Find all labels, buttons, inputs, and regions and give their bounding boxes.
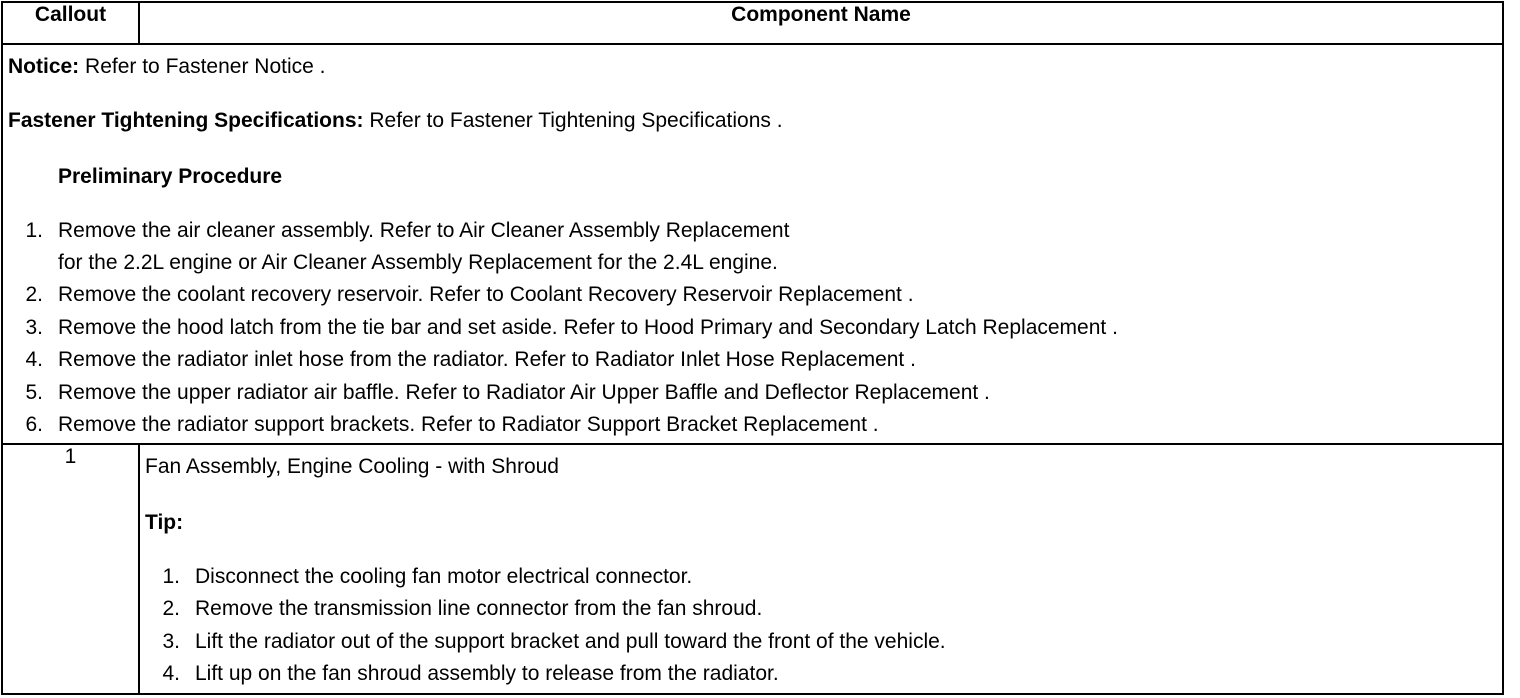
prelim-step-2-text: Remove the coolant recovery reservoir. Refer to Coolant Recovery Reservoir Replacement . bbox=[58, 283, 914, 306]
prelim-step-1-text: Remove the air cleaner assembly. Refer to Air Cleaner Assembly Replacement bbox=[58, 219, 790, 242]
component-table bbox=[1, 1, 1504, 695]
component-name: Fan Assembly, Engine Cooling - with Shroud bbox=[145, 455, 559, 478]
callout-number: 1 bbox=[2, 444, 139, 694]
tip-step-4-text: Lift up on the fan shroud assembly to release from the radiator. bbox=[195, 662, 779, 685]
preliminary-row bbox=[2, 44, 1503, 444]
preliminary-cell bbox=[2, 44, 1503, 444]
tip-step-3-number: 3. bbox=[162, 630, 180, 653]
fastener-label: Fastener Tightening Specifications: bbox=[8, 109, 364, 132]
prelim-step-2-number: 2. bbox=[25, 283, 43, 306]
prelim-step-3-text: Remove the hood latch from the tie bar and set aside. Refer to Hood Primary and Secondary Latch Replacement . bbox=[58, 316, 1118, 339]
fastener-line bbox=[8, 109, 783, 133]
prelim-step-5-number: 5. bbox=[25, 381, 43, 404]
tip-label: Tip: bbox=[145, 511, 184, 534]
component-cell bbox=[139, 444, 1503, 694]
tip-step-2-text: Remove the transmission line connector from the fan shroud. bbox=[195, 597, 763, 620]
prelim-step-5-text: Remove the upper radiator air baffle. Refer to Radiator Air Upper Baffle and Deflector Replacement . bbox=[58, 381, 990, 404]
notice-line bbox=[8, 55, 325, 79]
prelim-step-6-text: Remove the radiator support brackets. Refer to Radiator Support Bracket Replacement . bbox=[58, 413, 879, 436]
tip-step-1-number: 1. bbox=[162, 565, 180, 588]
tip-step-2-number: 2. bbox=[162, 597, 180, 620]
table-row bbox=[2, 444, 1503, 694]
tip-step-1-text: Disconnect the cooling fan motor electrical connector. bbox=[195, 565, 693, 588]
prelim-step-4-text: Remove the radiator inlet hose from the radiator. Refer to Radiator Inlet Hose Replacement . bbox=[58, 348, 916, 371]
notice-label: Notice: bbox=[8, 55, 80, 78]
prelim-step-3-number: 3. bbox=[25, 316, 43, 339]
header-component-name: Component Name bbox=[139, 2, 1503, 44]
header-callout: Callout bbox=[2, 2, 139, 44]
header-row bbox=[2, 2, 1503, 44]
tip-step-4-number: 4. bbox=[162, 662, 180, 685]
prelim-step-4-number: 4. bbox=[25, 348, 43, 371]
notice-text: Refer to Fastener Notice . bbox=[85, 55, 326, 78]
prelim-step-6-number: 6. bbox=[25, 413, 43, 436]
procedure-title: Preliminary Procedure bbox=[58, 165, 283, 188]
prelim-step-1-number: 1. bbox=[25, 219, 43, 242]
tip-step-3-text: Lift the radiator out of the support bracket and pull toward the front of the vehicle. bbox=[195, 630, 946, 653]
fastener-text: Refer to Fastener Tightening Specifications . bbox=[369, 109, 783, 132]
prelim-step-1-text-cont: for the 2.2L engine or Air Cleaner Assembly Replacement for the 2.4L engine. bbox=[58, 251, 778, 274]
